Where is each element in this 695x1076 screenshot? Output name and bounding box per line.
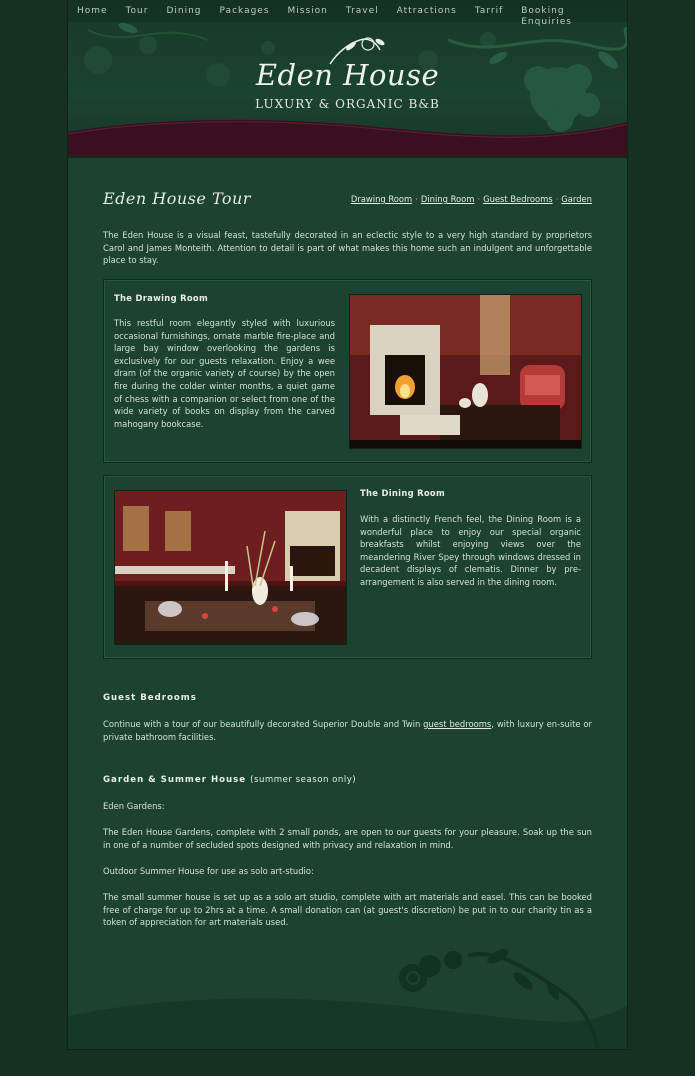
main-content [103,186,592,928]
dining-room-photo [114,490,347,645]
drawing-room-heading: The Drawing Room [114,293,208,303]
garden-heading [103,775,356,785]
garden-paragraph-1: Eden Gardens: [103,801,165,811]
logo-subtitle: LUXURY & ORGANIC B&B [255,97,440,111]
drawing-room-photo [349,294,582,449]
floral-footer-decoration [68,936,627,1049]
garden-paragraph-4: The small summer house is set up as a solo art studio, complete with art materials and easel. This can be booked free of charge for up to 2hrs at a time. A small donation can (at guest's discretion) be put in to our charity tin as a token of appreciation for art materials used. [103,892,592,928]
guest-bedrooms-text-end: , with luxury en-suite or private bathroom facilities. [103,719,592,742]
guest-bedrooms-text [103,718,592,743]
anchor-dining-room[interactable]: Dining Room [420,194,475,204]
drawing-room-text: This restful room elegantly styled with luxurious occasional furnishings, ornate marble fire-place and large bay window overlooking the gardens is exclusively for our guests relaxation. Enjoy a wee dram (of the organic variety of course) by the open fire during the colder winter months, a quiet game of chess with a companion or select from one of the wide variety of books on display from the carved mahogany bookcase. [114,318,335,429]
page-title: Eden House Tour [103,189,251,208]
page-container [68,0,627,1049]
garden-paragraph-2: The Eden House Gardens, complete with 2 small ponds, are open to our guests for your pleasure. Soak up the sun in one of a number of secluded spots designed with privacy and relaxation in mind. [103,827,592,850]
nav-dining[interactable]: Dining [166,6,202,16]
dining-room-heading: The Dining Room [360,488,445,498]
anchor-drawing-room[interactable]: Drawing Room [350,194,413,204]
anchor-guest-bedrooms[interactable]: Guest Bedrooms [483,194,553,204]
nav-tarrif[interactable]: Tarrif [474,6,504,16]
dining-room-panel [103,475,592,659]
nav-home[interactable]: Home [77,6,108,16]
garden-paragraph-3: Outdoor Summer House for use as solo art-studio: [103,866,314,876]
anchor-separator: · [415,194,418,204]
logo-title[interactable]: Eden House [255,58,440,92]
anchor-separator: · [477,194,481,204]
nav-booking-enquiries[interactable]: Booking Enquiries [521,6,572,27]
title-row [103,186,592,214]
guest-bedrooms-heading: Guest Bedrooms [103,693,197,703]
site-header [68,0,627,158]
garden-heading-note: (summer season only) [250,775,357,785]
dining-room-text: With a distinctly French feel, the Dining Room is a wonderful place to enjoy our special organic breakfasts whilst enjoying views over the meandering River Spey through windows dressed in decadent displays of clematis. Dinner by pre-arrangement is also served in the dining room. [360,514,581,587]
anchor-garden[interactable]: Garden [561,194,592,204]
guest-bedrooms-text-start: Continue with a tour of our beautifully decorated Superior Double and Twin [103,719,424,729]
drawing-room-panel [103,279,592,463]
guest-bedrooms-link[interactable]: guest bedrooms [423,719,492,729]
main-navigation [68,0,627,27]
dining-room-image [115,491,346,644]
nav-attractions[interactable]: Attractions [396,6,457,16]
header-wave-decoration [68,112,627,158]
drawing-room-image [350,295,581,448]
anchor-separator: · [555,194,559,204]
nav-travel[interactable]: Travel [345,6,379,16]
nav-packages[interactable]: Packages [219,6,270,16]
section-anchor-links [351,194,592,204]
intro-paragraph: The Eden House is a visual feast, tastefully decorated in an eclectic style to a very high standard by proprietors Carol and James Monteith. Attention to detail is part of what makes this home such an indulgent and unforgettable place to stay. [103,230,592,266]
nav-tour[interactable]: Tour [125,6,149,16]
nav-mission[interactable]: Mission [287,6,328,16]
garden-heading-title: Garden & Summer House [103,775,247,785]
